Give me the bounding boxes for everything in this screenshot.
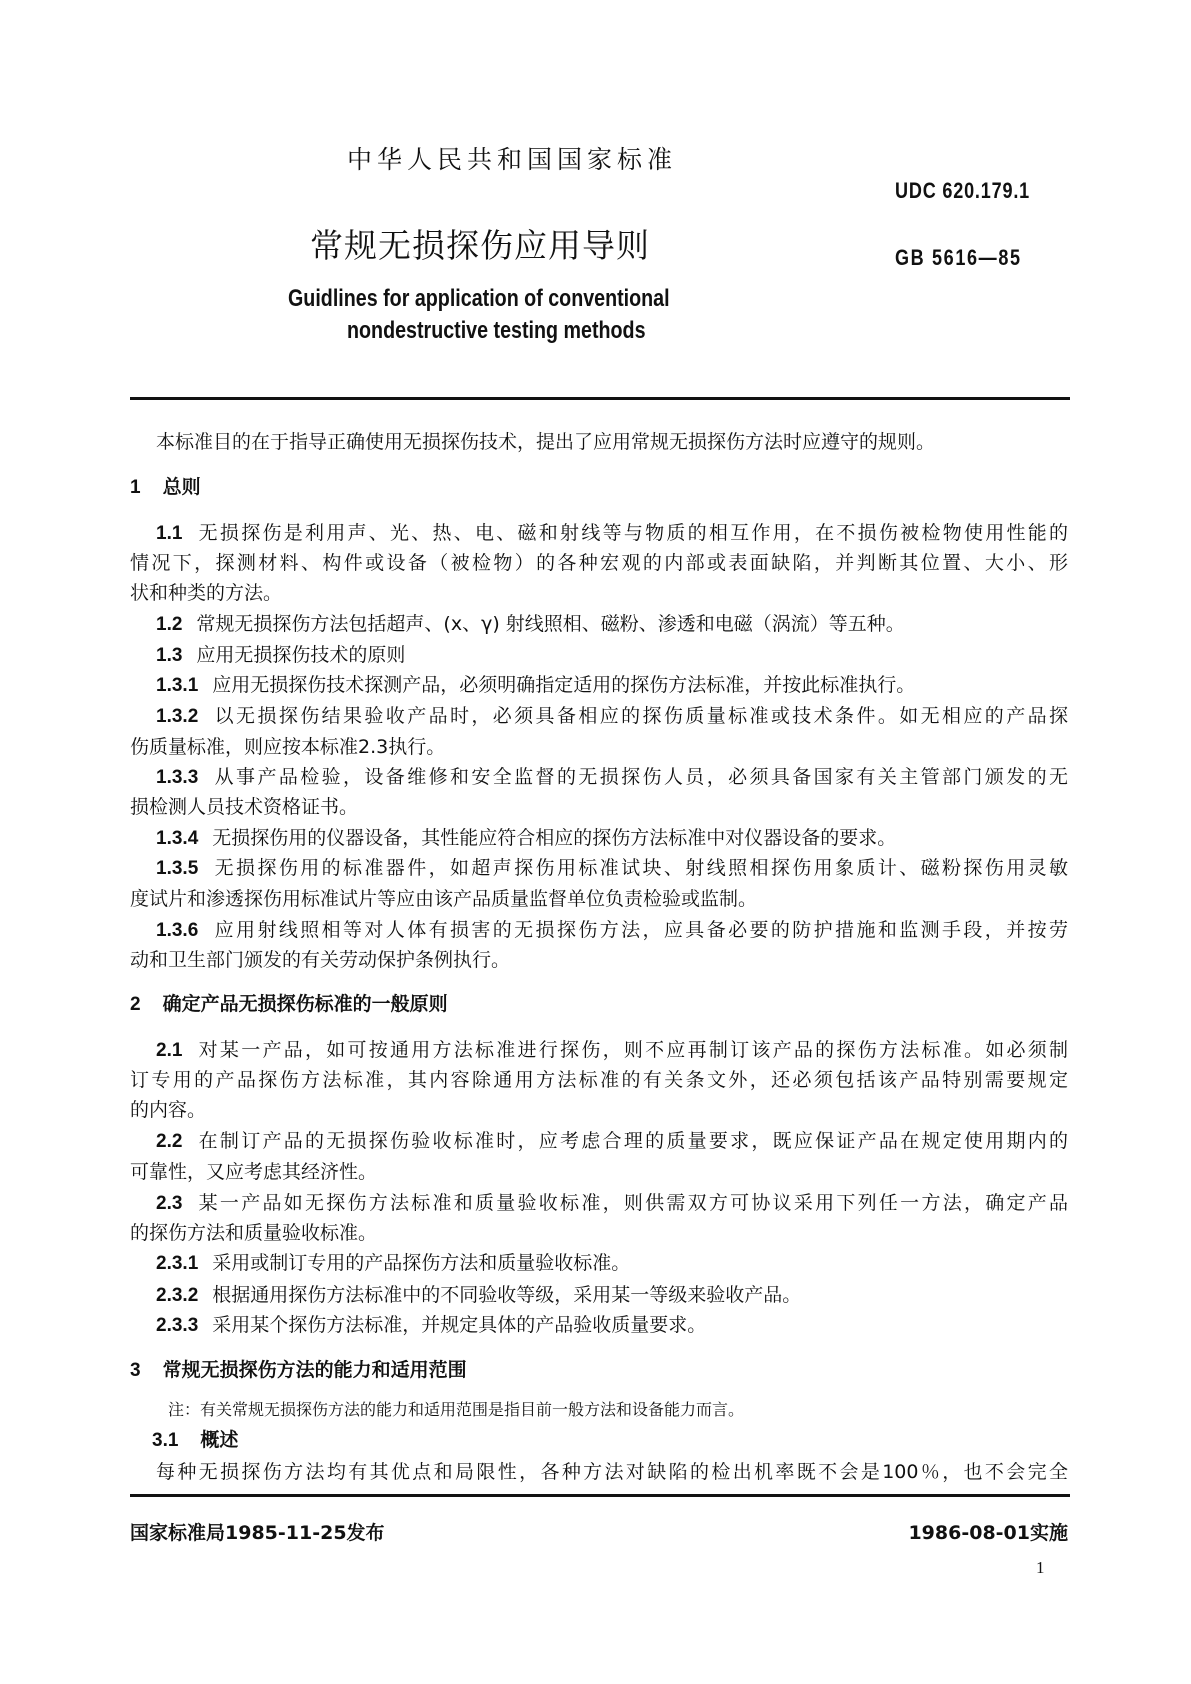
clause-2-3-3-line bbox=[156, 1313, 706, 1338]
clause-text: 无损探伤用的标准器件，如超声探伤用标准试块、射线照相探伤用象质计、磁粉探伤用灵敏 bbox=[212, 857, 1068, 879]
section-number: 2 bbox=[130, 994, 141, 1015]
english-title-line-1: Guidlines for application of conventional bbox=[288, 285, 670, 312]
english-title-line-2: nondestructive testing methods bbox=[347, 317, 646, 344]
clause-number: 1.2 bbox=[156, 614, 183, 635]
clause-text: 采用某个探伤方法标准，并规定具体的产品验收质量要求。 bbox=[212, 1314, 707, 1336]
clause-2-3-line: 的探伤方法和质量验收标准。 bbox=[130, 1222, 378, 1244]
clause-1-1-line bbox=[156, 521, 1068, 546]
clause-number: 2.2 bbox=[156, 1131, 183, 1152]
clause-3-1-line: 每种无损探伤方法均有其优点和局限性，各种方法对缺陷的检出机率既不会是100％，也不会完全 bbox=[156, 1461, 1068, 1483]
clause-text: 根据通用探伤方法标准中的不同验收等级，采用某一等级来验收产品。 bbox=[212, 1284, 802, 1306]
clause-number: 2.1 bbox=[156, 1040, 183, 1061]
section-title: 常规无损探伤方法的能力和适用范围 bbox=[162, 1359, 467, 1381]
section-title: 总则 bbox=[162, 476, 201, 498]
clause-text: 以无损探伤结果验收产品时，必须具备相应的探伤质量标准或技术条件。如无相应的产品探 bbox=[212, 705, 1068, 727]
clause-number: 1.3.1 bbox=[156, 675, 199, 696]
clause-1-1-line: 情况下，探测材料、构件或设备（被检物）的各种宏观的内部或表面缺陷，并判断其位置、大小、形 bbox=[130, 552, 1068, 574]
clause-number: 1.3.2 bbox=[156, 706, 199, 727]
clause-1-3-3-line: 损检测人员技术资格证书。 bbox=[130, 796, 359, 818]
clause-number: 2.3.1 bbox=[156, 1253, 199, 1274]
clause-text: 某一产品如无探伤方法标准和质量验收标准，则供需双方可协议采用下列任一方法，确定产品 bbox=[196, 1192, 1068, 1214]
section-3-heading bbox=[130, 1358, 467, 1383]
clause-1-3-6-line: 动和卫生部门颁发的有关劳动保护条例执行。 bbox=[130, 949, 511, 971]
clause-2-3-1-line bbox=[156, 1251, 630, 1276]
section-title: 确定产品无损探伤标准的一般原则 bbox=[162, 993, 448, 1015]
clause-3-1-heading bbox=[152, 1428, 238, 1453]
clause-number: 3.1 bbox=[152, 1430, 179, 1451]
document-title: 常规无损探伤应用导则 bbox=[310, 226, 650, 265]
section-2-heading bbox=[130, 992, 448, 1017]
section-1-heading bbox=[130, 475, 201, 500]
clause-number: 1.3.5 bbox=[156, 858, 199, 879]
clause-2-2-line: 可靠性，又应考虑其经济性。 bbox=[130, 1161, 378, 1183]
clause-2-2-line bbox=[156, 1129, 1068, 1154]
clause-text: 无损探伤是利用声、光、热、电、磁和射线等与物质的相互作用，在不损伤被检物使用性能的 bbox=[196, 522, 1068, 544]
clause-number: 2.3.3 bbox=[156, 1315, 199, 1336]
clause-title: 概述 bbox=[200, 1429, 239, 1451]
clause-2-1-line: 订专用的产品探伤方法标准，其内容除通用方法标准的有关条文外，还必须包括该产品特别需要规定 bbox=[130, 1069, 1068, 1091]
clause-text: 采用或制订专用的产品探伤方法和质量验收标准。 bbox=[212, 1252, 631, 1274]
clause-1-1-line: 状和种类的方法。 bbox=[130, 582, 283, 604]
clause-1-2-line bbox=[156, 612, 905, 637]
header-rule bbox=[130, 397, 1070, 400]
clause-number: 2.3.2 bbox=[156, 1285, 199, 1306]
clause-1-3-2-line: 伤质量标准，则应按本标准2.3执行。 bbox=[130, 736, 446, 758]
clause-1-3-4-line bbox=[156, 826, 896, 851]
national-standard-heading: 中华人民共和国国家标准 bbox=[347, 145, 678, 174]
udc-code: UDC 620.179.1 bbox=[895, 178, 1031, 203]
clause-1-3-3-line bbox=[156, 765, 1068, 790]
clause-number: 1.3.6 bbox=[156, 920, 199, 941]
clause-2-1-line bbox=[156, 1038, 1068, 1063]
clause-number: 1.1 bbox=[156, 523, 183, 544]
clause-1-3-2-line bbox=[156, 704, 1068, 729]
clause-text: 应用射线照相等对人体有损害的无损探伤方法，应具备必要的防护措施和监测手段，并按劳 bbox=[212, 919, 1068, 941]
intro-text: 本标准目的在于指导正确使用无损探伤技术，提出了应用常规无损探伤方法时应遵守的规则。 bbox=[156, 431, 936, 453]
clause-number: 1.3 bbox=[156, 645, 183, 666]
effective-date: 1986-08-01实施 bbox=[908, 1522, 1068, 1544]
clause-1-3-line bbox=[156, 643, 405, 668]
clause-number: 1.3.3 bbox=[156, 767, 199, 788]
clause-2-3-2-line bbox=[156, 1283, 801, 1308]
clause-text: 应用无损探伤技术的原则 bbox=[196, 644, 406, 666]
clause-text: 从事产品检验，设备维修和安全监督的无损探伤人员，必须具备国家有关主管部门颁发的无 bbox=[212, 766, 1068, 788]
clause-2-1-line: 的内容。 bbox=[130, 1099, 207, 1121]
clause-1-3-5-line bbox=[156, 856, 1068, 881]
clause-1-3-5-line: 度试片和渗透探伤用标准试片等应由该产品质量监督单位负责检验或监制。 bbox=[130, 888, 758, 910]
clause-text: 无损探伤用的仪器设备，其性能应符合相应的探伤方法标准中对仪器设备的要求。 bbox=[212, 827, 897, 849]
clause-2-3-line bbox=[156, 1191, 1068, 1216]
issue-date: 国家标准局1985-11-25发布 bbox=[130, 1522, 385, 1544]
clause-1-3-1-line bbox=[156, 673, 915, 698]
section-3-note: 注：有关常规无损探伤方法的能力和适用范围是指目前一般方法和设备能力而言。 bbox=[168, 1400, 745, 1419]
gb-code: GB 5616—85 bbox=[895, 245, 1022, 270]
clause-1-3-6-line bbox=[156, 918, 1068, 943]
clause-number: 1.3.4 bbox=[156, 828, 199, 849]
clause-text: 对某一产品，如可按通用方法标准进行探伤，则不应再制订该产品的探伤方法标准。如必须制 bbox=[196, 1039, 1068, 1061]
clause-text: 常规无损探伤方法包括超声、(x、γ) 射线照相、磁粉、渗透和电磁（涡流）等五种。 bbox=[196, 613, 905, 635]
section-number: 3 bbox=[130, 1360, 141, 1381]
clause-text: 在制订产品的无损探伤验收标准时，应考虑合理的质量要求，既应保证产品在规定使用期内的 bbox=[196, 1130, 1068, 1152]
footer-rule bbox=[130, 1494, 1070, 1497]
clause-number: 2.3 bbox=[156, 1193, 183, 1214]
section-number: 1 bbox=[130, 477, 141, 498]
page-number: 1 bbox=[1036, 1558, 1045, 1577]
clause-text: 应用无损探伤技术探测产品，必须明确指定适用的探伤方法标准，并按此标准执行。 bbox=[212, 674, 916, 696]
